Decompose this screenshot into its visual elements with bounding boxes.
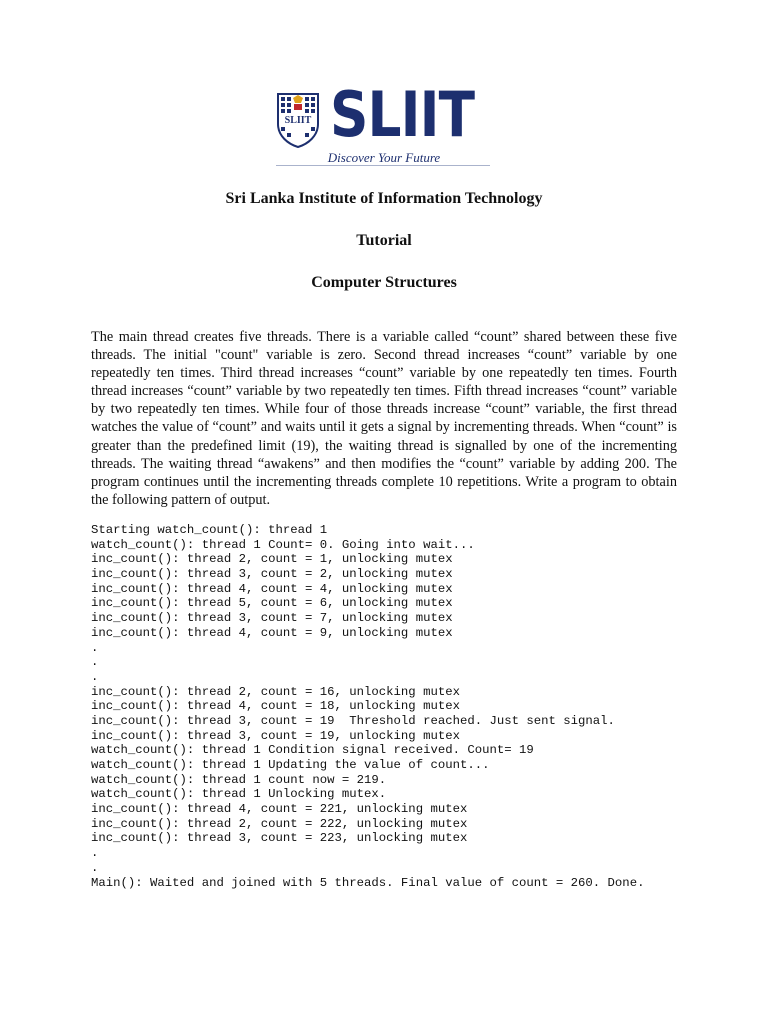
output-line: inc_count(): thread 3, count = 223, unlocking mutex [91,831,468,846]
shield-emblem-icon [276,92,320,148]
problem-description: The main thread creates five threads. There is a variable called “count” shared between these five threads. The initial "count" variable is zero. Second thread increases “count” variable by one repeatedly ten times. Third thread increases “count” variable by one repeatedly ten times. Fourth thread increases “count” variable by two repeatedly ten times. Fifth thread increases “count” variable by two repeatedly ten times. While four of those threads increase “count” variable, the first thread watches the value of “count” and waits until it gets a signal by incrementing threads. When “count” is greater than the predefined limit (19), the waiting thread is signalled by one of the incrementing threads. The waiting thread “awakens” and then modifies the “count” variable by adding 200. The program continues until the incrementing threads complete 10 repetitions. Write a program to obtain the following pattern of output. [91,329,677,508]
output-line: watch_count(): thread 1 Count= 0. Going into wait... [91,537,475,552]
sliit-logo [276,78,492,170]
expected-output-block [91,523,644,890]
output-line: Starting watch_count(): thread 1 [91,523,328,537]
course-title: Computer Structures [311,274,457,291]
output-line: inc_count(): thread 4, count = 4, unlocking mutex [91,581,453,596]
output-line: inc_count(): thread 3, count = 2, unlocking mutex [91,567,453,582]
output-line: Main(): Waited and joined with 5 threads. Final value of count = 260. Done. [91,875,645,890]
output-line: inc_count(): thread 4, count = 221, unlocking mutex [91,802,468,817]
output-line: . [91,846,99,861]
output-line: inc_count(): thread 5, count = 6, unlocking mutex [91,596,453,611]
logo-divider [276,165,490,166]
logo-tagline: Discover Your Future [327,150,441,165]
output-line: inc_count(): thread 3, count = 19 Threshold reached. Just sent signal. [91,713,615,728]
output-line: inc_count(): thread 2, count = 222, unlocking mutex [91,816,468,831]
output-line: . [91,860,99,875]
output-line: inc_count(): thread 4, count = 18, unlocking mutex [91,699,460,714]
output-line: inc_count(): thread 3, count = 7, unlocking mutex [91,611,453,626]
svg-text:SLIIT: SLIIT [284,115,312,126]
output-line: watch_count(): thread 1 Updating the value of count... [91,758,490,772]
output-line: . [91,669,99,684]
output-line: watch_count(): thread 1 count now = 219. [91,772,387,787]
logo-wordmark: SLIIT [330,78,475,151]
output-line: watch_count(): thread 1 Unlocking mutex. [91,787,387,802]
institution-title: Sri Lanka Institute of Information Technology [225,190,543,207]
output-line: inc_count(): thread 2, count = 1, unlocking mutex [91,552,453,567]
output-line: watch_count(): thread 1 Condition signal received. Count= 19 [91,743,534,758]
output-line: inc_count(): thread 4, count = 9, unlocking mutex [91,625,453,640]
output-line: inc_count(): thread 2, count = 16, unlocking mutex [91,684,460,699]
output-line: inc_count(): thread 3, count = 19, unlocking mutex [91,728,460,743]
document-type-heading: Tutorial [356,232,412,249]
output-line: . [91,640,99,655]
output-line: . [91,655,99,670]
